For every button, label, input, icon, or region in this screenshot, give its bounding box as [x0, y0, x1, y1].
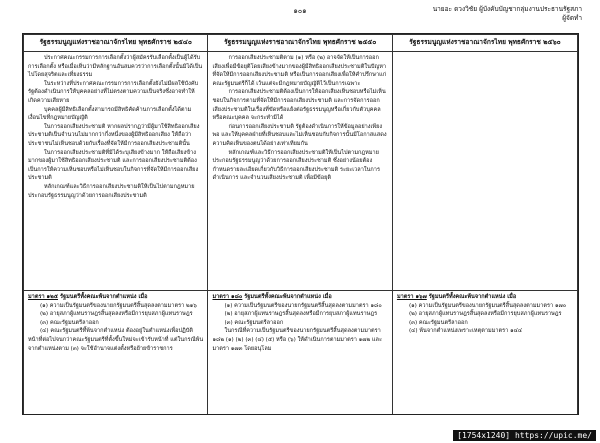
section-heading [397, 293, 573, 302]
list-item: (๑) ความเป็นรัฐมนตรีของนายกรัฐมนตรีสิ้นสุดลงตามมาตรา ๑๘๐ [224, 302, 382, 309]
section-number: มาตรา ๑๘๐ [212, 294, 243, 300]
cell-2540-section [24, 291, 208, 416]
list-item: (๒) อายุสภาผู้แทนราษฎรสิ้นสุดลงหรือมีการยุบสภาผู้แทนราษฎร [40, 311, 193, 318]
list-item: (๑) ความเป็นรัฐมนตรีของนายกรัฐมนตรีสิ้นสุดลงตามมาตรา ๑๗๐ [408, 302, 567, 309]
cell-2560-referendum-empty [392, 52, 577, 291]
list-item: (๓) คณะรัฐมนตรีลาออก [40, 319, 99, 326]
list-item: (๔) คณะรัฐมนตรีที้พ้นจากตำแหน่ง ต้องอยู่ในตำแหน่งเพื่อปฏิบัติหน้าที่ต่อไปจนกว่าคณะรัฐมนตรีที่ตั้งขึ้นใหม่จะเข้ารับหน้าที่ แต่ในกรณีพ้นจากตำแหน่งตาม (๓) จะใช้อำนาจแต่งตั้งหรือย้ายข้าราชการ [28, 328, 204, 352]
section-number: มาตรา ๑๖๗ [396, 294, 427, 300]
author-line: นายอะ ดวงวิชัย ผู้บังคับบัญชากลุ่มงานประธานรัฐสภา [432, 5, 582, 13]
paragraph: บุคคลผู้มีสิทธิเลือกตั้งสามารถมีสิทธิคัดค้านการเลือกตั้งได้ตามเงื่อนไขที่กฎหมายบัญญัติ [28, 106, 192, 122]
table-row [24, 291, 578, 416]
paragraph: ก่อนการออกเสียงประชามติ รัฐต้องดำเนินการให้ข้อมูลอย่างเพียงพอ และให้บุคคลฝ่ายที่เห็นชอบและไม่เห็นชอบกับกิจการนั้นมีโอกาสแสดงความคิดเห็นของตนได้อย่างเท่าเทียมกัน [212, 123, 387, 147]
cell-2540-referendum [24, 52, 208, 291]
page-number: ๑๐๑ [293, 7, 307, 15]
paragraph: หลักเกณฑ์และวิธีการออกเสียงประชามติให้เป็นไปตามกฎหมายประกอบรัฐธรรมนูญว่าด้วยการออกเสียงประชามติ ซึ่งอย่างน้อยต้องกำหนดรายละเอียดเกี่ยวกับวิธีการออกเสียงประชามติ ระยะเวลาในการดำเนินการ และจำนวนเสียงประชามติ เพื่อมีข้อยุติ [212, 149, 380, 182]
table-row [24, 52, 578, 291]
list-item: (๒) อายุสภาผู้แทนราษฎรสิ้นสุดลงหรือมีการยุบสภาผู้แทนราษฎร [224, 311, 378, 318]
paragraph: ประกาศคณะกรรมการการเลือกตั้งว่าผู้สมัครรับเลือกตั้งเป็นผู้ได้รับการเลือกตั้ง หรือเมื่อเห็นว่ามีหลักฐานอันสมควรว่าการเลือกตั้งนั้นมิได้เป็นไปโดยสุจริตและเที่ยงธรรม [28, 55, 203, 79]
header-row [24, 35, 578, 52]
column-header-2540: รัฐธรรมนูญแห่งราชอาณาจักรไทย พุทธศักราช ๒๕๔๐ [24, 35, 208, 52]
list-item: (๓) คณะรัฐมนตรีลาออก [408, 319, 468, 326]
paragraph: หลักเกณฑ์และวิธีการออกเสียงประชามติให้เป็นไปตามกฎหมายประกอบรัฐธรรมนูญว่าด้วยการออกเสียงประชามติ [28, 183, 195, 199]
cell-2550-section [208, 291, 392, 416]
section-number: มาตรา ๑๒๕ [28, 294, 59, 300]
list-item: (๔) พ้นจากตำแหน่งเพราะเหตุตามมาตรา ๑๔๔ [408, 328, 523, 335]
paragraph: การออกเสียงประชามติตาม (๑) หรือ (๒) อาจจัดให้เป็นการออกเสียงเพื่อมีข้อยุติโดยเสียงข้างมากของผู้มีสิทธิออกเสียงประชามติในปัญหาที่จัดให้มีการออกเสียงประชามติ หรือเป็นการออกเสียงเพื่อให้คำปรึกษาแก่คณะรัฐมนตรีก็ได้ เว้นแต่จะมีกฎหมายบัญญัติไว้เป็นการเฉพาะ [212, 55, 387, 87]
section-lead: รัฐมนตรีทั้งคณะพ้นจากตำแหน่ง เมื่อ [428, 294, 517, 300]
column-header-2550: รัฐธรรมนูญแห่งราชอาณาจักรไทย พุทธศักราช ๒๕๕๐ [208, 35, 392, 52]
comparison-table-frame [22, 33, 579, 415]
author-attribution [433, 5, 582, 23]
list-item: ในกรณีที่ความเป็นรัฐมนตรีของนายกรัฐมนตรีสิ้นสุดลงตามมาตรา ๑๘๒ (๑) (๒) (๓) (๔) (๕) หรือ (๖) ให้ดำเนินการตามมาตรา ๑๗๒ และมาตรา ๑๗๓ โดยอนุโลม [212, 328, 382, 352]
section-heading [28, 293, 203, 302]
paragraph: ในการออกเสียงประชามติ หากผลปรากฏว่ามีผู้มาใช้สิทธิออกเสียงประชามติเป็นจำนวนไม่มากกว่ากึ่งหนึ่งของผู้มีสิทธิออกเสียง ให้ถือว่าประชาชนไม่เห็นชอบด้วยกับเรื่องที่จัดให้มีการออกเสียงประชามตินั้น [28, 123, 200, 147]
paragraph: ในการออกเสียงประชามติที่มิได้ระบุเสียงข้างมาก ให้ถือเสียงข้างมากของผู้มาใช้สิทธิออกเสียงประชามติ และการออกเสียงประชามติต้องเป็นการให้ความเห็นชอบหรือไม่เห็นชอบในกิจการที่จัดให้มีการออกเสียงประชามติ [28, 149, 199, 182]
role-line: ผู้จัดทำ [562, 14, 582, 22]
cell-2560-section [392, 291, 577, 416]
list-item: (๓) คณะรัฐมนตรีลาออก [224, 319, 284, 326]
list-item: (๑) ความเป็นรัฐมนตรีของนายกรัฐมนตรีสิ้นสุดลงตามมาตรา ๒๑๖ [40, 302, 197, 309]
constitution-comparison-table [23, 34, 578, 415]
section-lead: รัฐมนตรีทั้งคณะพ้นจากตำแหน่ง เมื่อ [244, 294, 332, 300]
cell-2550-referendum [208, 52, 392, 291]
section-heading [212, 293, 387, 302]
paragraph: การออกเสียงประชามติต้องเป็นการให้ออกเสียงเห็นชอบหรือไม่เห็นชอบในกิจการตามที่จัดให้มีการออกเสียงประชามติ และการจัดการออกเสียงประชามติในเรื่องที่ขัดหรือแย้งต่อรัฐธรรมนูญหรือเกี่ยวกับตัวบุคคลหรือคณะบุคคล จะกระทำมิได้ [212, 89, 386, 122]
paragraph: ในระหว่างที่ประกาศคณะกรรมการการเลือกตั้งยังไม่มีผลใช้บังคับ รัฐต้องดำเนินการให้บุคคลอย่างที่ไม่ตรงตามความเป็นจริงซึ่งอาจทำให้เกิดความเสียหาย [28, 80, 199, 104]
list-item: (๒) อายุสภาผู้แทนราษฎรสิ้นสุดลงหรือมีการยุบสภาผู้แทนราษฎร [408, 311, 562, 318]
column-header-2560: รัฐธรรมนูญแห่งราชอาณาจักรไทย พุทธศักราช ๒๕๖๐ [392, 35, 577, 52]
image-host-watermark-link[interactable]: [1754x1240] https://upic.me/ [453, 430, 596, 441]
section-lead: รัฐมนตรีทั้งคณะพ้นจากตำแหน่ง เมื่อ [59, 294, 148, 300]
